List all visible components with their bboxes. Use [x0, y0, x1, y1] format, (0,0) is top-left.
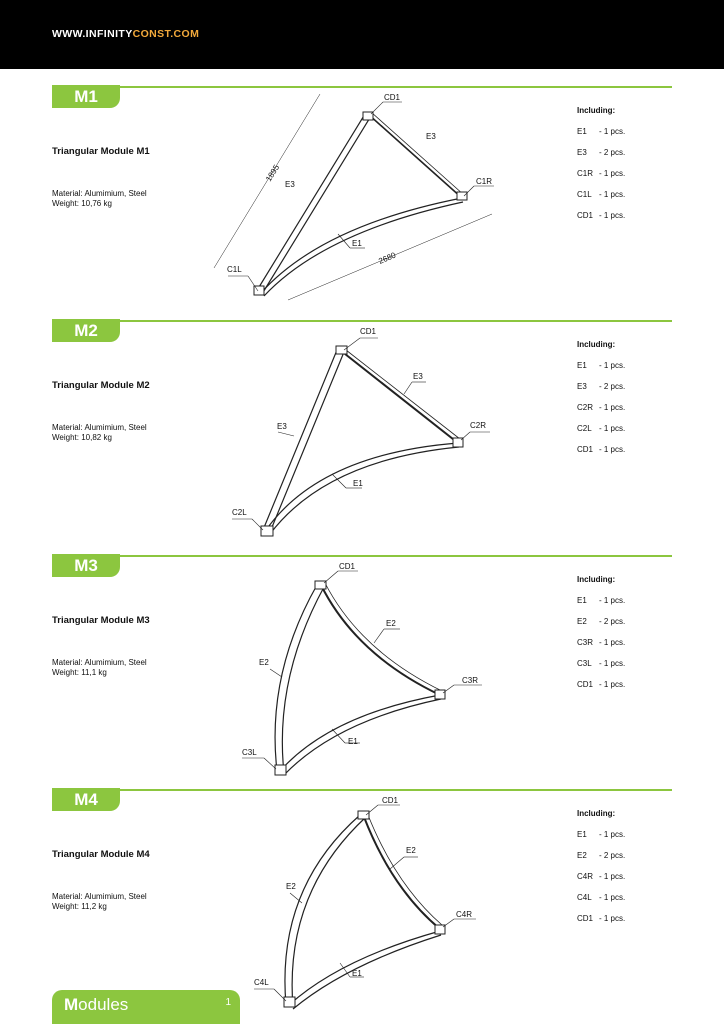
- part-code: C3R: [577, 638, 594, 647]
- including-label: Including:: [577, 809, 616, 818]
- label-right-edge: E2: [386, 619, 396, 628]
- part-row: [577, 211, 625, 232]
- corner-c3l: [275, 765, 286, 775]
- corner-c2l: [261, 526, 273, 536]
- part-code: CD1: [577, 211, 594, 220]
- part-code: C1L: [577, 190, 592, 199]
- part-row: [577, 617, 625, 638]
- part-code: C3L: [577, 659, 592, 668]
- corner-cd1: [336, 346, 347, 354]
- part-code: E1: [577, 596, 587, 605]
- parts-list: [577, 809, 625, 935]
- label-left-edge: E2: [259, 658, 269, 667]
- part-code: E3: [577, 382, 587, 391]
- right-member-e3: [368, 114, 462, 198]
- label-left-corner: C2L: [232, 508, 247, 517]
- module-tab: M3: [52, 554, 120, 577]
- part-qty: - 1 pcs.: [599, 680, 626, 689]
- part-qty: - 1 pcs.: [599, 424, 626, 433]
- part-code: E1: [577, 361, 587, 370]
- module-title: Triangular Module M1: [52, 146, 150, 157]
- part-row: [577, 424, 625, 445]
- label-bottom-edge: E1: [352, 239, 362, 248]
- part-row: [577, 169, 625, 190]
- part-qty: - 2 pcs.: [599, 148, 626, 157]
- module-tab: M2: [52, 319, 120, 342]
- label-left-edge: E3: [285, 180, 295, 189]
- part-row: [577, 382, 625, 403]
- module-material: Material: Alumimium, Steel: [52, 658, 147, 667]
- part-row: [577, 914, 625, 935]
- part-qty: - 2 pcs.: [599, 851, 626, 860]
- label-left-corner: C3L: [242, 748, 257, 757]
- part-code: C4R: [577, 872, 594, 881]
- part-code: CD1: [577, 914, 594, 923]
- module-specs: [52, 189, 147, 209]
- part-row: [577, 680, 625, 701]
- module-weight: Weight: 11,1 kg: [52, 668, 107, 677]
- part-code: C4L: [577, 893, 592, 902]
- part-qty: - 1 pcs.: [599, 127, 626, 136]
- label-cd1: CD1: [360, 327, 377, 336]
- part-code: E1: [577, 830, 587, 839]
- label-left-edge: E3: [277, 422, 287, 431]
- module-specs: [52, 892, 147, 912]
- label-bottom-edge: E1: [348, 737, 358, 746]
- part-row: [577, 596, 625, 617]
- label-left-corner: C4L: [254, 978, 269, 987]
- part-qty: - 1 pcs.: [599, 403, 626, 412]
- module-section-m4: [0, 789, 724, 1021]
- part-qty: - 1 pcs.: [599, 914, 626, 923]
- module-section-m2: [0, 320, 724, 552]
- part-code: CD1: [577, 680, 594, 689]
- site-url-accent: CONST.COM: [132, 28, 200, 40]
- module-title: Triangular Module M4: [52, 849, 150, 860]
- module-material: Material: Alumimium, Steel: [52, 892, 147, 901]
- footer-title-rest: odules: [78, 995, 129, 1014]
- part-code: C2R: [577, 403, 594, 412]
- part-qty: - 1 pcs.: [599, 872, 626, 881]
- module-drawing-m2: [200, 320, 520, 552]
- including-label: Including:: [577, 106, 616, 115]
- module-drawing-m4: [200, 789, 520, 1021]
- footer-tab: [52, 990, 240, 1024]
- dimension-height: 1895: [264, 163, 282, 184]
- left-member-e2: [285, 815, 360, 1005]
- label-cd1: CD1: [339, 562, 356, 571]
- including-label: Including:: [577, 575, 616, 584]
- parts-list: [577, 340, 625, 466]
- module-section-m3: [0, 555, 724, 787]
- part-row: [577, 403, 625, 424]
- part-row: [577, 361, 625, 382]
- part-qty: - 1 pcs.: [599, 893, 626, 902]
- label-left-edge: E2: [286, 882, 296, 891]
- module-section-m1: [0, 86, 724, 318]
- module-material: Material: Alumimium, Steel: [52, 189, 147, 198]
- label-right-edge: E3: [413, 372, 423, 381]
- module-tab: M4: [52, 788, 120, 811]
- module-material: Material: Alumimium, Steel: [52, 423, 147, 432]
- part-qty: - 1 pcs.: [599, 211, 626, 220]
- label-right-edge: E2: [406, 846, 416, 855]
- part-code: CD1: [577, 445, 594, 454]
- corner-c3r: [435, 690, 445, 699]
- label-right-corner: C2R: [470, 421, 487, 430]
- right-member-e3: [340, 350, 458, 443]
- part-code: E1: [577, 127, 587, 136]
- part-row: [577, 659, 625, 680]
- part-code: E2: [577, 617, 587, 626]
- part-qty: - 1 pcs.: [599, 190, 626, 199]
- site-url-main: WWW.INFINITY: [52, 28, 133, 40]
- part-row: [577, 851, 625, 872]
- part-code: E3: [577, 148, 587, 157]
- part-qty: - 1 pcs.: [599, 659, 626, 668]
- dimension-width: 2680: [377, 250, 398, 266]
- page-number: 1: [225, 997, 231, 1008]
- corner-cd1: [315, 581, 326, 589]
- corner-cd1: [358, 811, 369, 819]
- header-bar: [0, 0, 724, 69]
- part-qty: - 1 pcs.: [599, 638, 626, 647]
- module-tab: M1: [52, 85, 120, 108]
- label-right-corner: C3R: [462, 676, 479, 685]
- part-qty: - 1 pcs.: [599, 830, 626, 839]
- part-qty: - 1 pcs.: [599, 596, 626, 605]
- part-qty: - 1 pcs.: [599, 445, 626, 454]
- module-title: Triangular Module M2: [52, 380, 150, 391]
- module-weight: Weight: 10,76 kg: [52, 199, 112, 208]
- label-right-edge: E3: [426, 132, 436, 141]
- module-drawing-m1: [200, 86, 520, 318]
- part-qty: - 1 pcs.: [599, 169, 626, 178]
- part-row: [577, 445, 625, 466]
- part-row: [577, 872, 625, 893]
- part-row: [577, 148, 625, 169]
- bottom-member-e1: [280, 695, 440, 771]
- part-qty: - 2 pcs.: [599, 382, 626, 391]
- module-weight: Weight: 10,82 kg: [52, 433, 112, 442]
- module-specs: [52, 658, 147, 678]
- corner-c4l: [284, 997, 295, 1007]
- part-row: [577, 830, 625, 851]
- part-code: C2L: [577, 424, 592, 433]
- part-row: [577, 127, 625, 148]
- parts-list: [577, 575, 625, 701]
- site-url[interactable]: [52, 28, 199, 40]
- right-member-e2: [321, 585, 440, 695]
- part-row: [577, 190, 625, 211]
- label-bottom-edge: E1: [352, 969, 362, 978]
- part-qty: - 1 pcs.: [599, 361, 626, 370]
- part-row: [577, 638, 625, 659]
- module-drawing-m3: [200, 555, 520, 787]
- including-label: Including:: [577, 340, 616, 349]
- corner-c1r: [457, 192, 467, 200]
- parts-list: [577, 106, 625, 232]
- bottom-member-e1: [289, 931, 440, 1005]
- module-title: Triangular Module M3: [52, 615, 150, 626]
- part-code: C1R: [577, 169, 594, 178]
- label-right-corner: C4R: [456, 910, 473, 919]
- part-row: [577, 893, 625, 914]
- part-code: E2: [577, 851, 587, 860]
- footer-title-initial: M: [64, 995, 79, 1014]
- part-qty: - 2 pcs.: [599, 617, 626, 626]
- label-right-corner: C1R: [476, 177, 493, 186]
- module-weight: Weight: 11,2 kg: [52, 902, 107, 911]
- label-cd1: CD1: [382, 796, 399, 805]
- label-left-corner: C1L: [227, 265, 242, 274]
- label-cd1: CD1: [384, 93, 401, 102]
- footer-title: [64, 995, 128, 1015]
- left-member-e3: [256, 114, 365, 292]
- label-bottom-edge: E1: [353, 479, 363, 488]
- module-specs: [52, 423, 147, 443]
